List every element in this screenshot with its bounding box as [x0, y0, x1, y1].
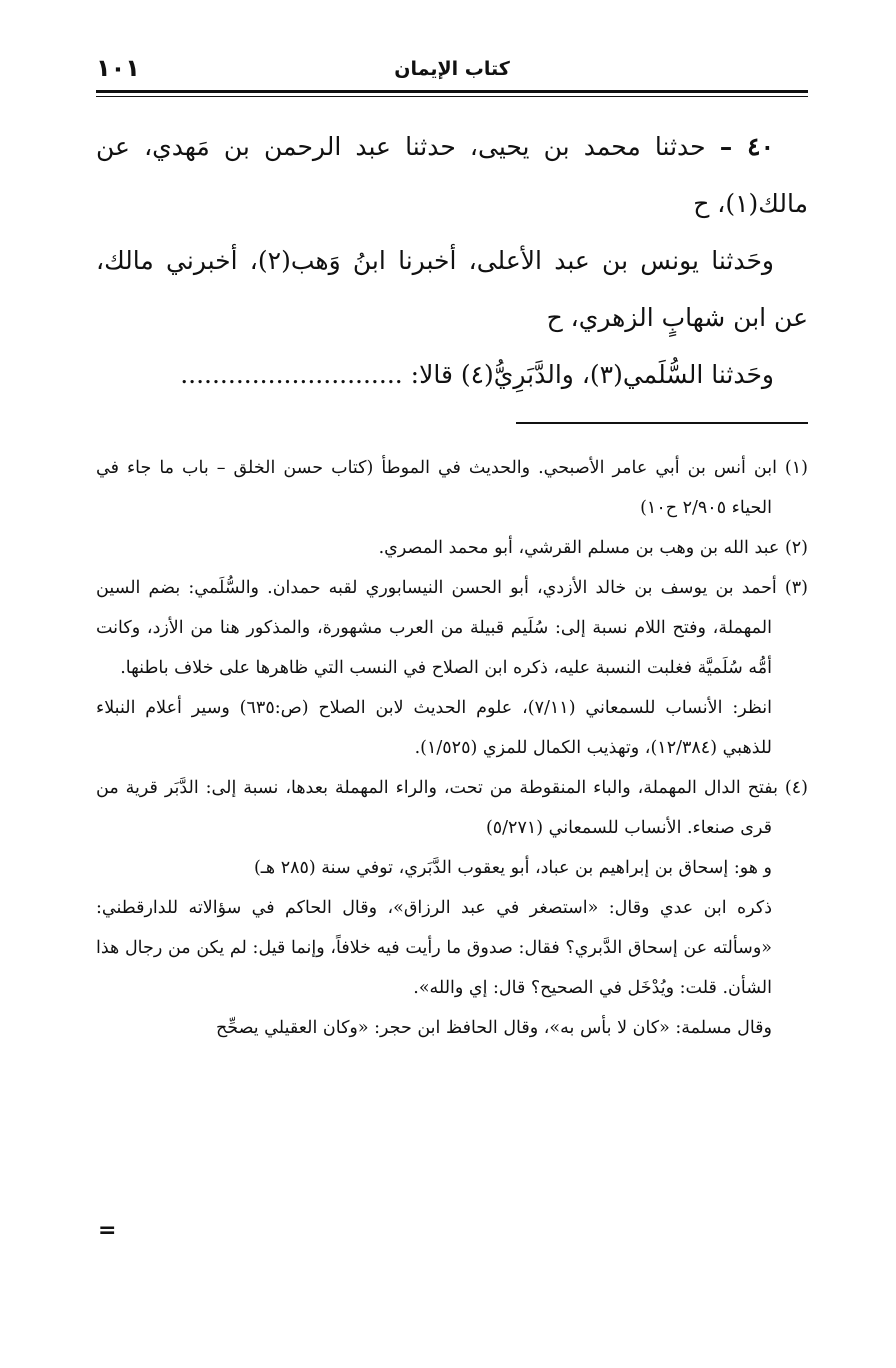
footnote-4-continuation-3: وقال مسلمة: «كان لا بأس به»، وقال الحافظ ابن حجر: «وكان العقيلي يصحِّح: [215, 1018, 772, 1038]
main-text: [96, 118, 808, 403]
footnote-4-continuation-2: ذكره ابن عدي وقال: «استصغر في عبد الرزاق»، وقال الحاكم في سؤالاته للدارقطني: «وسألته عن إسحاق الدَّبري؟ فقال: صدوق ما رأيت فيه خلافاً، وإنما قيل: لم يكن من رجال هذا الشأن. قلت: ويُدْخَل في الصحيح؟ قال: إي والله».: [96, 898, 772, 998]
book-page: [96, 50, 808, 1300]
footnote-4-continuation-1: و هو: إسحاق بن إبراهيم بن عباد، أبو يعقوب الدَّبَري، توفي سنة (٢٨٥ هـ): [253, 858, 772, 878]
continuation-marker: =: [98, 1218, 117, 1243]
footnote-4: (٤) بفتح الدال المهملة، والباء المنقوطة من تحت، والراء المهملة بعدها، نسبة إلى: الدَّبَر قرية من قرى صنعاء. الأنساب للسمعاني (٥/٢٧١): [96, 778, 808, 838]
hadith-paragraph-1: [96, 118, 808, 232]
footnote-separator: [516, 422, 808, 424]
footnote-3: (٣) أحمد بن يوسف بن خالد الأزدي، أبو الحسن النيسابوري لقبه حمدان. والسُّلَمي: بضم السين المهملة، وفتح اللام نسبة إلى: سُلَيم قبيلة من العرب مشهورة، والمذكور هنا من الأزد، وكانت أمُّه سُلَميَّة فغلبت النسبة عليه، ذكره ابن الصلاح في النسب التي ظاهرها على خلاف باطنها.: [96, 578, 808, 678]
hadith-paragraph-2: وحَدثنا يونس بن عبد الأعلى، أخبرنا ابنُ وَهب(٢)، أخبرني مالك، عن ابن شهابٍ الزهري، ح: [96, 246, 808, 332]
hadith-text-1: حدثنا محمد بن يحيى، حدثنا عبد الرحمن بن مَهدي، عن مالك(١)، ح: [96, 132, 808, 218]
header-rule-thick: [96, 90, 808, 93]
footnote-2: (٢) عبد الله بن وهب بن مسلم القرشي، أبو محمد المصري.: [378, 538, 808, 558]
page-header: [96, 50, 808, 88]
footnote-1: (١) ابن أنس بن أبي عامر الأصبحي. والحديث في الموطأ (كتاب حسن الخلق – باب ما جاء في الحياء ٢/٩٠٥ ح١٠): [96, 458, 808, 518]
page-title: كتاب الإيمان: [394, 58, 510, 80]
hadith-paragraph-3: وحَدثنا السُّلَمي(٣)، والدَّبَرِيُّ(٤) قالا: ............................: [180, 360, 774, 389]
hadith-number: ٤٠ –: [719, 132, 774, 161]
footnote-3-continuation: انظر: الأنساب للسمعاني (٧/١١)، علوم الحديث لابن الصلاح (ص:٦٣٥) وسير أعلام النبلاء للذهبي (١٢/٣٨٤)، وتهذيب الكمال للمزي (١/٥٢٥).: [96, 698, 772, 758]
header-rule-thin: [96, 96, 808, 97]
footnotes: [96, 448, 808, 1048]
page-number: ١٠١: [96, 54, 140, 82]
